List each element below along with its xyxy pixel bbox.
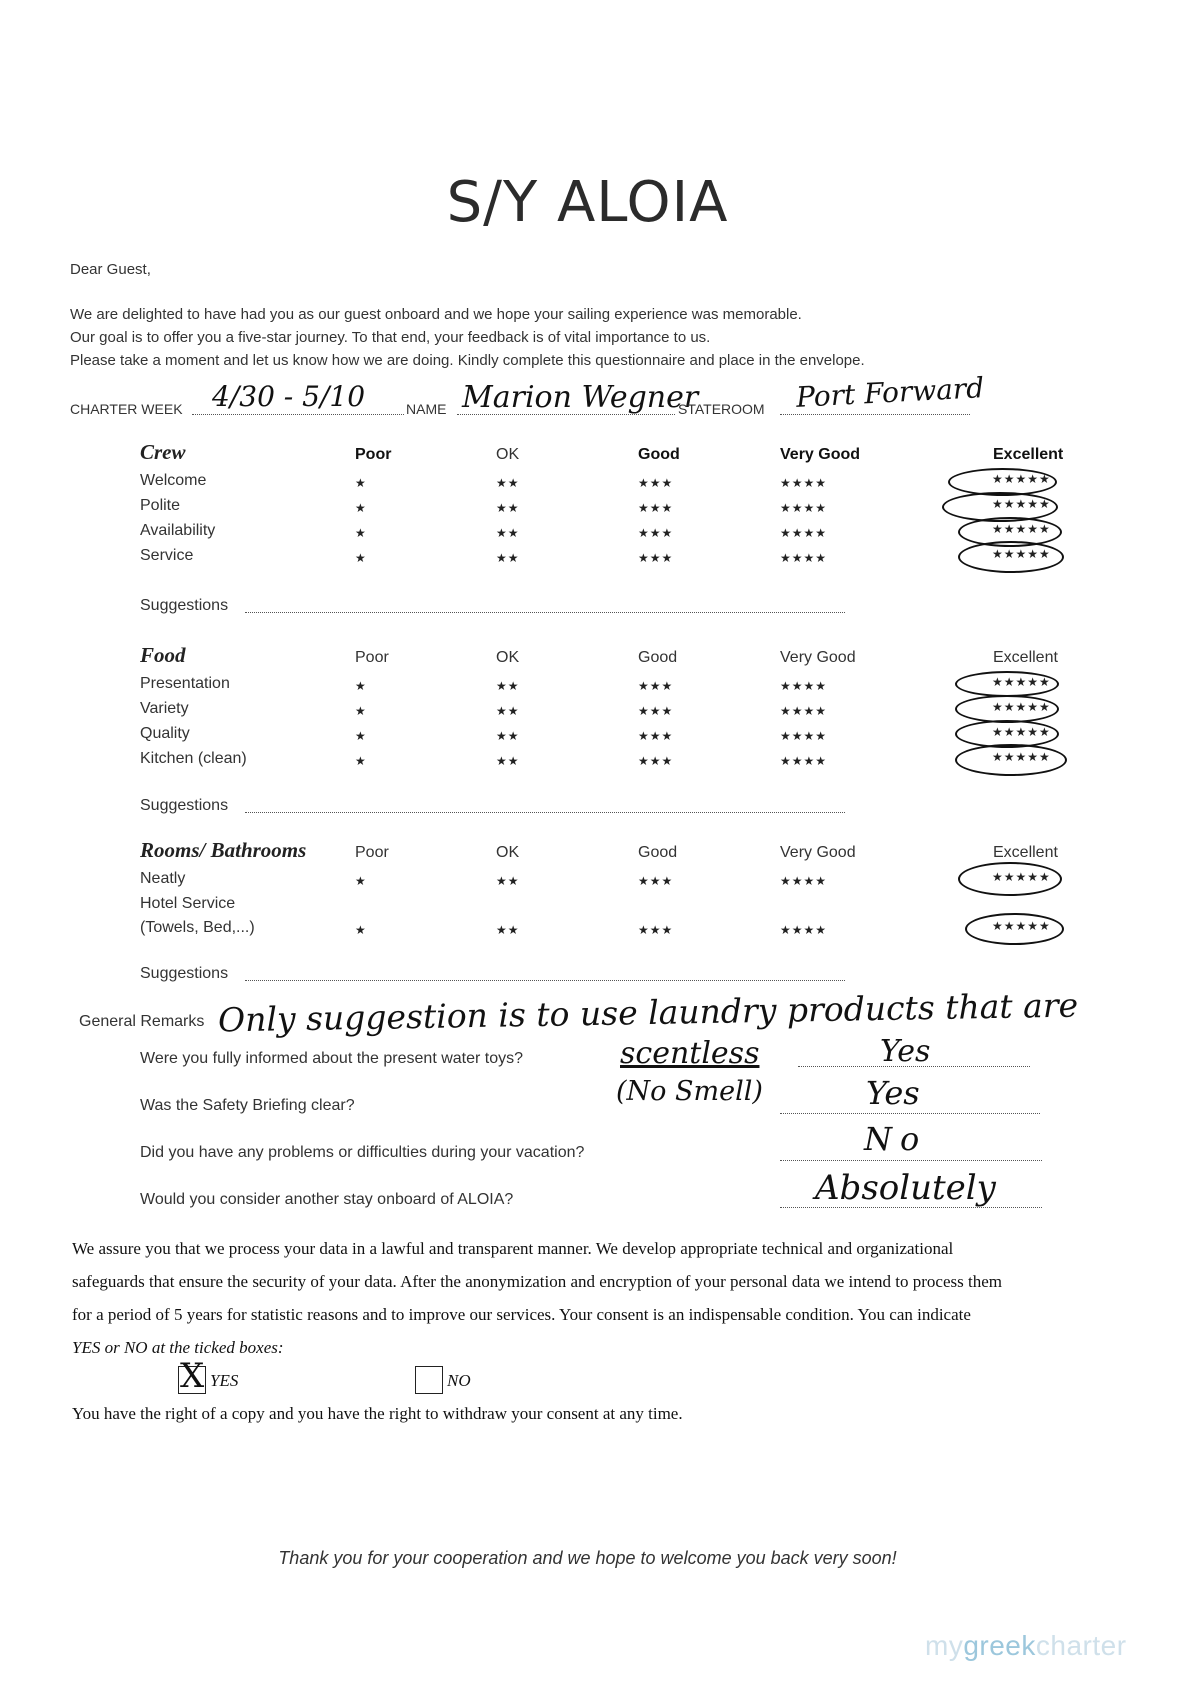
- answer-value[interactable]: No: [864, 1120, 928, 1158]
- selected-circle: [955, 695, 1059, 723]
- col-header-poor: Poor: [355, 446, 392, 463]
- rating-poor[interactable]: ★: [355, 526, 367, 540]
- intro-line-2: Our goal is to offer you a five-star journey. To that end, your feedback is of vital importance to us.: [70, 329, 711, 346]
- rating-ok[interactable]: ★★: [496, 874, 520, 888]
- rating-ok[interactable]: ★★: [496, 501, 520, 515]
- rating-ok[interactable]: ★★: [496, 476, 520, 490]
- rating-excellent[interactable]: ★★★★★: [992, 497, 1051, 511]
- item-label: Quality: [140, 725, 190, 742]
- watermark-part: charter: [1035, 1630, 1127, 1661]
- rating-good[interactable]: ★★★: [638, 679, 674, 693]
- watermark-part: greek: [963, 1630, 1036, 1661]
- rating-ok[interactable]: ★★: [496, 704, 520, 718]
- general-remarks-line-2[interactable]: scentless: [620, 1036, 760, 1071]
- name-value[interactable]: Marion Wegner: [462, 380, 699, 415]
- rating-very-good[interactable]: ★★★★: [780, 923, 828, 937]
- charter-week-label: CHARTER WEEK: [70, 401, 183, 417]
- rating-good[interactable]: ★★★: [638, 754, 674, 768]
- mygreekcharter-watermark: [925, 1630, 1127, 1662]
- answer-value[interactable]: Yes: [866, 1074, 920, 1112]
- general-remarks-line-3[interactable]: (No Smell): [616, 1076, 763, 1107]
- rating-ok[interactable]: ★★: [496, 679, 520, 693]
- rating-poor[interactable]: ★: [355, 679, 367, 693]
- col-header-poor: Poor: [355, 649, 389, 666]
- stateroom-value[interactable]: Port Forward: [795, 371, 985, 414]
- rooms-suggestions-line[interactable]: [245, 980, 845, 981]
- general-remarks-line-1[interactable]: Only suggestion is to use laundry products that are: [217, 985, 1079, 1040]
- question-text: Would you consider another stay onboard of ALOIA?: [140, 1191, 514, 1208]
- rating-ok[interactable]: ★★: [496, 754, 520, 768]
- rating-poor[interactable]: ★: [355, 754, 367, 768]
- col-header-good: Good: [638, 844, 678, 861]
- rating-excellent[interactable]: ★★★★★: [992, 472, 1051, 486]
- rating-very-good[interactable]: ★★★★: [780, 704, 828, 718]
- item-label: Neatly: [140, 870, 186, 887]
- rating-very-good[interactable]: ★★★★: [780, 679, 828, 693]
- rating-poor[interactable]: ★: [355, 874, 367, 888]
- rating-poor[interactable]: ★: [355, 476, 367, 490]
- question-text: Were you fully informed about the present water toys?: [140, 1050, 524, 1067]
- intro-line-3: Please take a moment and let us know how we are doing. Kindly complete this questionnaire and place in the envelope.: [70, 352, 865, 369]
- crew-suggestions-line[interactable]: [245, 612, 845, 613]
- selected-circle: [955, 671, 1059, 697]
- item-label: Availability: [140, 522, 216, 539]
- consent-yes-mark: X: [180, 1356, 205, 1396]
- rating-good[interactable]: ★★★: [638, 526, 674, 540]
- item-label-detail: (Towels, Bed,...): [140, 919, 255, 936]
- answer-line: [780, 1160, 1042, 1161]
- food-suggestions-line[interactable]: [245, 812, 845, 813]
- rating-poor[interactable]: ★: [355, 501, 367, 515]
- charter-week-line: [192, 414, 404, 415]
- rating-good[interactable]: ★★★: [638, 704, 674, 718]
- name-label: NAME: [406, 401, 447, 417]
- rating-excellent[interactable]: ★★★★★: [992, 547, 1051, 561]
- item-label: Polite: [140, 497, 181, 514]
- consent-no-label: NO: [447, 1371, 471, 1390]
- rating-very-good[interactable]: ★★★★: [780, 476, 828, 490]
- question-text: Was the Safety Briefing clear?: [140, 1097, 355, 1114]
- rating-poor[interactable]: ★: [355, 923, 367, 937]
- thank-you-message: Thank you for your cooperation and we hope to welcome you back very soon!: [278, 1548, 897, 1568]
- rating-very-good[interactable]: ★★★★: [780, 526, 828, 540]
- col-header-very-good: Very Good: [780, 649, 856, 666]
- question-text: Did you have any problems or difficulties during your vacation?: [140, 1144, 585, 1161]
- rating-poor[interactable]: ★: [355, 729, 367, 743]
- col-header-excellent: Excellent: [993, 446, 1064, 463]
- rating-excellent[interactable]: ★★★★★: [992, 725, 1051, 739]
- crew-suggestions-label: Suggestions: [140, 597, 229, 614]
- food-suggestions-label: Suggestions: [140, 797, 229, 814]
- page-title: S/Y ALOIA: [446, 170, 729, 235]
- rating-ok[interactable]: ★★: [496, 551, 520, 565]
- item-label: Variety: [140, 700, 189, 717]
- rating-good[interactable]: ★★★: [638, 551, 674, 565]
- privacy-line-2: safeguards that ensure the security of your data. After the anonymization and encryption of your personal data we intend to process them: [72, 1272, 1002, 1291]
- selected-circle: [965, 913, 1064, 945]
- rating-good[interactable]: ★★★: [638, 923, 674, 937]
- watermark-part: my: [925, 1630, 964, 1661]
- item-label: Welcome: [140, 472, 207, 489]
- col-header-excellent: Excellent: [993, 844, 1058, 861]
- item-label: Kitchen (clean): [140, 750, 247, 767]
- rating-poor[interactable]: ★: [355, 551, 367, 565]
- rating-ok[interactable]: ★★: [496, 729, 520, 743]
- col-header-good: Good: [638, 446, 680, 463]
- consent-no-checkbox[interactable]: [415, 1366, 443, 1394]
- rating-ok[interactable]: ★★: [496, 526, 520, 540]
- general-remarks-label: General Remarks: [79, 1013, 205, 1030]
- col-header-ok: OK: [496, 446, 520, 463]
- rating-very-good[interactable]: ★★★★: [780, 754, 828, 768]
- stateroom-label: STATEROOM: [678, 401, 765, 417]
- rating-excellent[interactable]: ★★★★★: [992, 522, 1051, 536]
- rating-excellent[interactable]: ★★★★★: [992, 700, 1051, 714]
- col-header-very-good: Very Good: [780, 844, 856, 861]
- section-title-rooms: Rooms/ Bathrooms: [140, 838, 307, 862]
- rooms-suggestions-label: Suggestions: [140, 965, 229, 982]
- rating-good[interactable]: ★★★: [638, 874, 674, 888]
- charter-week-value[interactable]: 4/30 - 5/10: [212, 380, 366, 413]
- answer-value[interactable]: Yes: [880, 1034, 931, 1069]
- greeting: Dear Guest,: [70, 261, 151, 278]
- selected-circle: [958, 862, 1062, 896]
- item-label: Hotel Service: [140, 895, 236, 912]
- answer-value[interactable]: Absolutely: [815, 1168, 996, 1208]
- rating-good[interactable]: ★★★: [638, 501, 674, 515]
- rating-very-good[interactable]: ★★★★: [780, 729, 828, 743]
- item-label: Presentation: [140, 675, 230, 692]
- privacy-line-4: YES or NO at the ticked boxes:: [72, 1338, 284, 1357]
- col-header-poor: Poor: [355, 844, 389, 861]
- col-header-ok: OK: [496, 649, 520, 666]
- rating-good[interactable]: ★★★: [638, 729, 674, 743]
- rating-good[interactable]: ★★★: [638, 476, 674, 490]
- col-header-excellent: Excellent: [993, 649, 1058, 666]
- rating-excellent[interactable]: ★★★★★: [992, 870, 1051, 884]
- consent-yes-label: YES: [210, 1371, 239, 1390]
- rating-excellent[interactable]: ★★★★★: [992, 675, 1051, 689]
- privacy-line-1: We assure you that we process your data in a lawful and transparent manner. We develop appropriate technical and organizational: [72, 1239, 954, 1258]
- item-label: Service: [140, 547, 194, 564]
- rating-very-good[interactable]: ★★★★: [780, 551, 828, 565]
- rating-excellent[interactable]: ★★★★★: [992, 919, 1051, 933]
- answer-line: [780, 1113, 1040, 1114]
- rating-ok[interactable]: ★★: [496, 923, 520, 937]
- rating-very-good[interactable]: ★★★★: [780, 874, 828, 888]
- consent-rights-text: You have the right of a copy and you have the right to withdraw your consent at any time.: [72, 1404, 683, 1423]
- privacy-line-3: for a period of 5 years for statistic reasons and to improve our services. Your consent is an indispensable condition. You can indicate: [72, 1305, 971, 1324]
- selected-circle: [955, 744, 1067, 776]
- stateroom-line: [780, 414, 970, 415]
- intro-line-1: We are delighted to have had you as our guest onboard and we hope your sailing experience was memorable.: [70, 306, 802, 323]
- section-title-crew: Crew: [140, 440, 186, 464]
- col-header-ok: OK: [496, 844, 520, 861]
- section-title-food: Food: [140, 643, 186, 667]
- selected-circle: [958, 541, 1064, 573]
- rating-poor[interactable]: ★: [355, 704, 367, 718]
- rating-very-good[interactable]: ★★★★: [780, 501, 828, 515]
- rating-excellent[interactable]: ★★★★★: [992, 750, 1051, 764]
- col-header-very-good: Very Good: [780, 446, 861, 463]
- col-header-good: Good: [638, 649, 678, 666]
